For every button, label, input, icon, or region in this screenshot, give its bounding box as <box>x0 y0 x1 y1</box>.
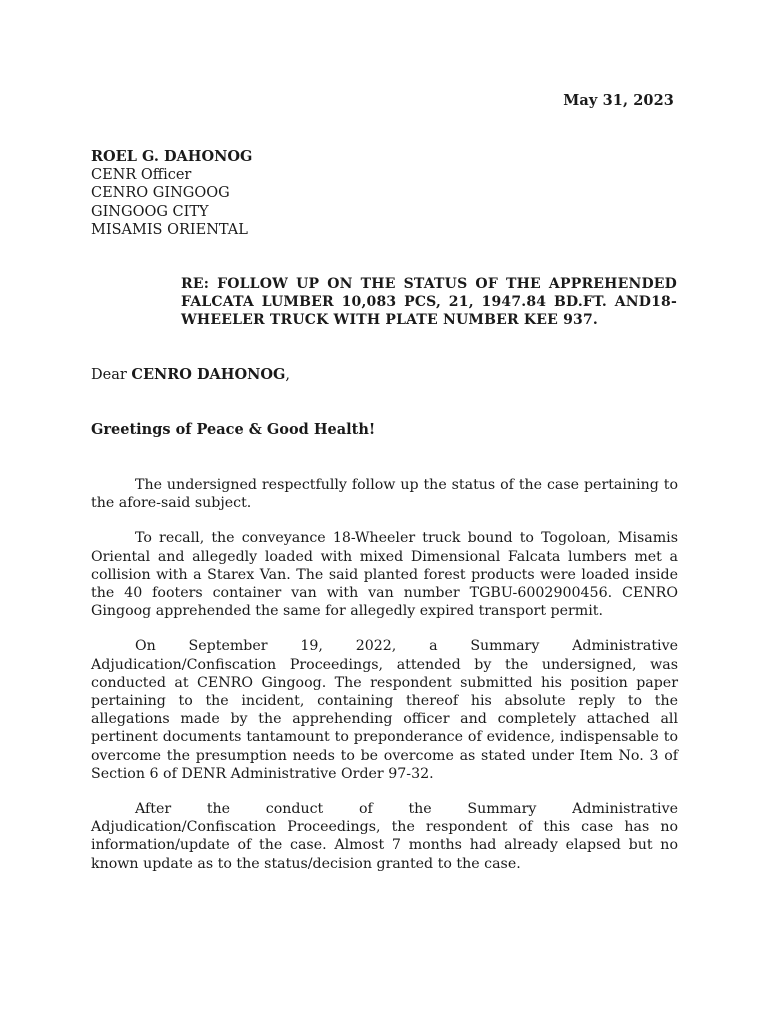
salutation <box>91 366 290 383</box>
recipient-city: GINGOOG CITY <box>91 203 209 220</box>
greeting: Greetings of Peace & Good Health! <box>91 421 376 438</box>
recipient-province: MISAMIS ORIENTAL <box>91 221 248 238</box>
body-paragraph-1: The undersigned respectfully follow up the status of the case pertaining to the afore-said subject. <box>91 477 678 512</box>
recipient-name: ROEL G. DAHONOG <box>91 148 253 165</box>
salutation-prefix: Dear <box>91 367 132 383</box>
body-paragraph-4: After the conduct of the Summary Administrative Adjudication/Confiscation Proceedings, the respondent of this case has no information/update of the case. Almost 7 months had already elapsed but no known update as to the status/decision granted to the case. <box>91 801 678 872</box>
body-paragraph-3: On September 19, 2022, a Summary Administrative Adjudication/Confiscation Proceedings, attended by the undersigned, was conducted at CENRO Gingoog. The respondent submitted his position paper pertaining to the incident, containing thereof his absolute reply to the allegations made by the apprehending officer and completely attached all pertinent documents tantamount to preponderance of evidence, indispensable to overcome the presumption needs to be overcome as stated under Item No. 3 of Section 6 of DENR Administrative Order 97-32. <box>91 638 678 782</box>
subject-line: RE: FOLLOW UP ON THE STATUS OF THE APPREHENDED FALCATA LUMBER 10,083 PCS, 21, 1947.84 BD.FT. AND18-WHEELER TRUCK WITH PLATE NUMBER KEE 937. <box>181 276 677 328</box>
letter-date: May 31, 2023 <box>563 92 674 109</box>
letter-body <box>91 476 678 890</box>
salutation-name: CENRO DAHONOG <box>131 366 286 383</box>
salutation-suffix: , <box>285 367 291 383</box>
body-paragraph-2: To recall, the conveyance 18-Wheeler truck bound to Togoloan, Misamis Oriental and allegedly loaded with mixed Dimensional Falcata lumbers met a collision with a Starex Van. The said planted forest products were loaded inside the 40 footers container van with van number TGBU-6002900456. CENRO Gingoog apprehended the same for allegedly expired transport permit. <box>91 530 678 620</box>
recipient-block <box>91 148 252 239</box>
recipient-title: CENR Officer <box>91 167 192 184</box>
recipient-office: CENRO GINGOOG <box>91 185 230 202</box>
